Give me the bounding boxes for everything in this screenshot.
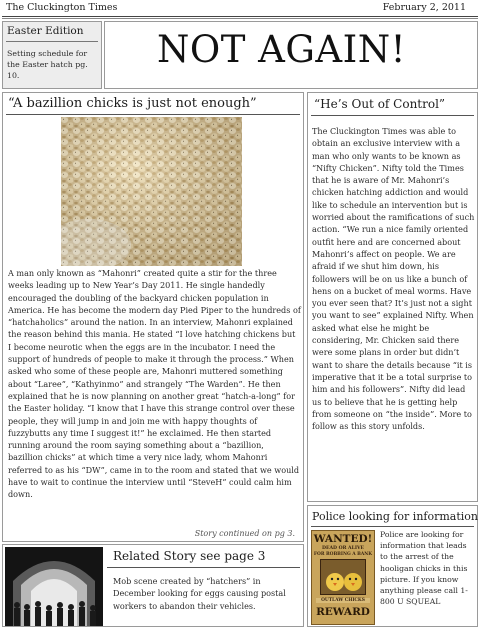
- wanted-poster: [311, 530, 375, 625]
- wanted-photo: [320, 559, 366, 595]
- lead-headline: “A bazillion chicks is just not enough”: [8, 96, 257, 111]
- wanted-title: WANTED!: [313, 533, 373, 545]
- police-headline-rule: [311, 526, 474, 527]
- police-box: [307, 505, 478, 627]
- wanted-reward: REWARD: [316, 606, 370, 618]
- related-story: [2, 544, 304, 627]
- banner-headline: NOT AGAIN!: [157, 28, 407, 71]
- sidebar-headline-rule: [311, 115, 474, 116]
- sidebar-body: The Cluckington Times was able to obtain an exclusive interview with a man who only wants to be known as “Nifty Chicken”. Nifty told the Times that he is aware of Mr. Mahonri’s chicken hatching addiction and would like to schedule an intervention but is worried about the ramifications of such action. “We run a nice family oriented outfit here and are concerned about Mahonri’s affect on people. We are afraid if we shut him down, his followers will be on us like a bunch of hens on a bucket of meal worms. Have you ever seen that? It’s just not a sight you want to see” explained Nifty. When asked what else he might be considering, Mr. Chicken said there were some plans in order but didn’t want to share the details because “it is imperative that it be a total surprise to him and his followers”. Nifty did lead us to believe that he is getting help from someone on “the inside”. More to follow as this story unfolds.: [312, 126, 475, 432]
- lead-continued[interactable]: Story continued on pg 3.: [194, 529, 295, 538]
- wanted-name-bar: OUTLAW CHICKS: [316, 598, 370, 603]
- lead-article: [2, 92, 304, 542]
- chicks-image: [61, 117, 242, 266]
- banner-box: [104, 21, 478, 89]
- sidebar-headline: “He’s Out of Control”: [314, 97, 446, 111]
- issue-date: February 2, 2011: [382, 2, 466, 13]
- related-headline-rule: [107, 567, 300, 568]
- edition-box: [2, 21, 102, 89]
- sidebar-article: [307, 92, 478, 502]
- lead-headline-rule: [6, 114, 300, 115]
- wanted-crime: FOR ROBBING A BANK: [313, 552, 373, 557]
- mob-scene-image: [5, 547, 103, 626]
- related-body: Mob scene created by “hatchers” in December looking for eggs causing postal workers to abandon their vehicles.: [113, 576, 286, 611]
- police-headline: Police looking for information: [312, 510, 478, 523]
- lead-body: A man only known as “Mahonri” created quite a stir for the three weeks leading up to New Year’s Day 2011. He single handedly encouraged the doubling of the backyard chicken population in America. He has become the modern day Pied Piper to the hundreds of “hatchaholics” around the nation. In an interview, Mahonri explained the reason behind this mania. He stated “I love hatching chickens but I become neurotic when the eggs are in the incubator. I need the support of hundreds of people to make it through the process.” When asked who some of these people are, Mahonri muttered something about “Laree”, “Kathyinmo” and strangely “The Warden”. He then explained that he is now planning on another great “hatch-a-long” for the Easter holiday. “I know that I have this strange control over these people, they will jump in and join me with happy thoughts of fuzzybutts any time I suggest it!” he exclaimed. He then started running around the room saying something about a “bazillion, bazillion chicks” at which time a very nice lady, whom Mahonri referred to as his “DW”, came in to the room and stated that we would have to wait to continue the interview until “SteveH” could calm him down.: [8, 268, 301, 500]
- masthead-rule-top: [2, 16, 478, 17]
- chicks-photo: [61, 117, 242, 266]
- outlaw-chicks-image: [321, 560, 366, 595]
- edition-blurb: Setting schedule for the Easter hatch pg. 10.: [7, 49, 88, 80]
- edition-title: Easter Edition: [7, 25, 84, 37]
- edition-divider: [6, 41, 98, 42]
- paper-name: The Cluckington Times: [6, 2, 118, 13]
- police-body: Police are looking for information that leads to the arrest of the hooligan chicks in this picture. If you know anything please call 1-800 U SQUEAL: [380, 530, 468, 607]
- related-headline[interactable]: Related Story see page 3: [113, 549, 266, 563]
- masthead-rule-bottom: [2, 18, 478, 19]
- wanted-subtitle: DEAD OR ALIVE: [321, 546, 365, 551]
- mob-photo: [5, 547, 103, 626]
